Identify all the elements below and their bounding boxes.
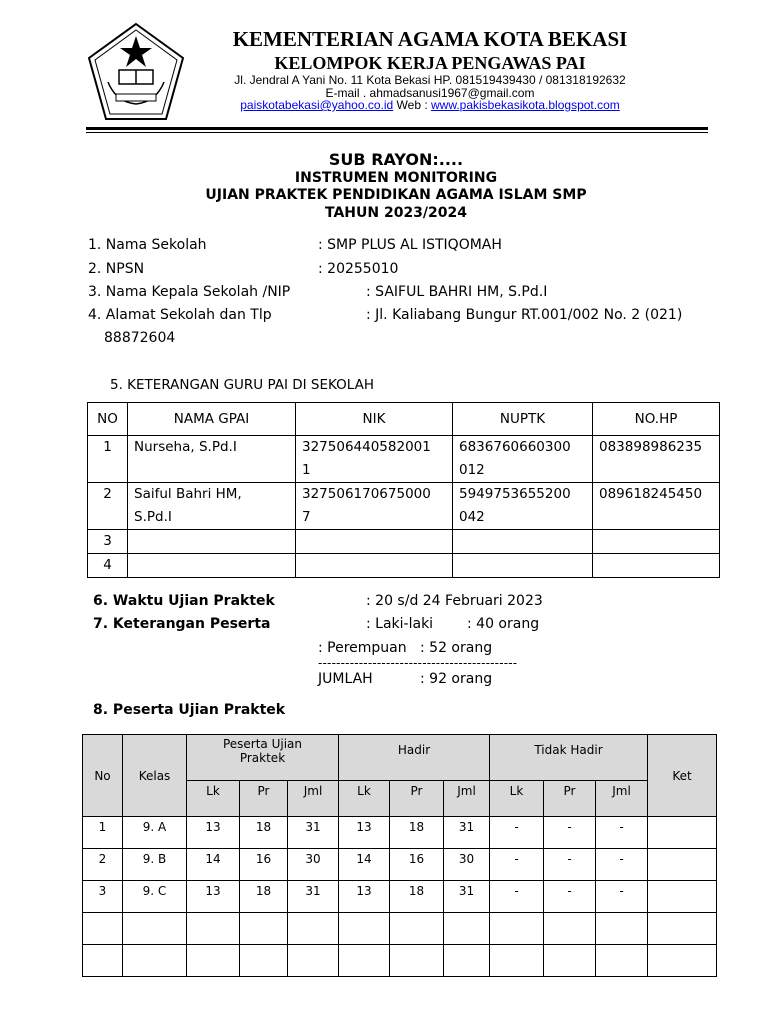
table-cell: 31 [288, 817, 339, 849]
table-cell [83, 945, 123, 977]
table-cell [596, 913, 648, 945]
nuptk-line: 6836760660300 [459, 439, 571, 455]
perempuan-value: : 52 orang [420, 640, 493, 656]
table-cell [240, 945, 288, 977]
section5-title: 5. KETERANGAN GURU PAI DI SEKOLAH [110, 377, 374, 393]
jumlah-value: : 92 orang [420, 671, 493, 687]
th-kelas: Kelas [123, 735, 187, 817]
row-empty [296, 554, 453, 578]
row-nik [296, 483, 453, 530]
table-cell [648, 849, 717, 881]
header-rule-thin [86, 132, 708, 133]
table-cell: 30 [444, 849, 490, 881]
row-empty [128, 554, 296, 578]
table-row [88, 530, 720, 554]
table-cell: 18 [390, 817, 444, 849]
doc-title-1: INSTRUMEN MONITORING [294, 170, 498, 186]
table-cell: 9. B [123, 849, 187, 881]
table-cell: - [544, 817, 596, 849]
table-cell: 2 [83, 849, 123, 881]
peserta-table [82, 734, 717, 977]
table-cell: 18 [390, 881, 444, 913]
table-cell: - [490, 881, 544, 913]
table-cell [648, 881, 717, 913]
table-cell [390, 913, 444, 945]
table-cell [490, 913, 544, 945]
table-cell: 14 [187, 849, 240, 881]
table-header-row [88, 403, 720, 436]
nik-line: 327506440582001 [302, 439, 431, 455]
th-nuptk: NUPTK [453, 403, 593, 436]
th-nohp: NO.HP [593, 403, 720, 436]
table-cell: 9. C [123, 881, 187, 913]
table-row [88, 554, 720, 578]
section7-label: 7. Keterangan Peserta [93, 616, 271, 632]
th-tidak-hadir: Tidak Hadir [490, 735, 648, 781]
org-email: E-mail . ahmadsanusi1967@gmail.com [325, 86, 535, 100]
table-cell [83, 913, 123, 945]
table-cell: - [544, 849, 596, 881]
web-link[interactable]: www.pakisbekasikota.blogspot.com [431, 98, 620, 112]
th-no: NO [88, 403, 128, 436]
nama-line: Saiful Bahri HM, [134, 486, 242, 502]
nuptk-line: 012 [459, 462, 485, 478]
table-row [88, 483, 720, 530]
field-label-npsn: 2. NPSN [88, 261, 145, 277]
table-cell [648, 913, 717, 945]
row-no: 2 [88, 483, 128, 530]
th-peserta [187, 735, 339, 781]
table-cell [240, 913, 288, 945]
nik-line: 7 [302, 509, 311, 525]
sub-rayon: SUB RAYON:.... [328, 150, 464, 169]
table-cell [339, 913, 390, 945]
row-no: 1 [88, 436, 128, 483]
th-ket: Ket [648, 735, 717, 817]
doc-title-3: TAHUN 2023/2024 [324, 205, 468, 221]
row-empty [296, 530, 453, 554]
header-rule-thick [86, 127, 708, 130]
th-peserta-line: Peserta Ujian [222, 737, 303, 751]
table-cell [339, 945, 390, 977]
nuptk-line: 5949753655200 [459, 486, 571, 502]
field-value-alamat-cont: 88872604 [104, 330, 176, 346]
th-sub: Lk [339, 781, 390, 817]
th-sub: Jml [444, 781, 490, 817]
table-cell [596, 945, 648, 977]
th-sub: Jml [288, 781, 339, 817]
table-cell: 3 [83, 881, 123, 913]
table-row [83, 945, 717, 977]
row-nik [296, 436, 453, 483]
jumlah-label: JUMLAH [318, 671, 373, 687]
table-cell: 16 [240, 849, 288, 881]
row-no: 4 [88, 554, 128, 578]
table-cell: - [596, 881, 648, 913]
row-nuptk [453, 483, 593, 530]
th-nama: NAMA GPAI [128, 403, 296, 436]
row-nama [128, 483, 296, 530]
th-sub: Pr [390, 781, 444, 817]
section6-value: : 20 s/d 24 Februari 2023 [366, 593, 543, 609]
nik-line: 327506170675000 [302, 486, 431, 502]
peserta-body [83, 817, 717, 977]
th-sub: Pr [544, 781, 596, 817]
row-empty [593, 530, 720, 554]
table-cell [288, 945, 339, 977]
table-cell: 30 [288, 849, 339, 881]
table-cell: 31 [444, 881, 490, 913]
row-empty [453, 530, 593, 554]
row-no: 3 [88, 530, 128, 554]
field-label-sekolah: 1. Nama Sekolah [88, 237, 207, 253]
table-cell [544, 945, 596, 977]
table-cell [648, 945, 717, 977]
table-cell [123, 913, 187, 945]
table-cell: 31 [444, 817, 490, 849]
table-cell [187, 945, 240, 977]
field-value-sekolah: : SMP PLUS AL ISTIQOMAH [318, 237, 502, 253]
org-subtitle: KELOMPOK KERJA PENGAWAS PAI [274, 53, 586, 73]
table-row [83, 849, 717, 881]
table-row [83, 913, 717, 945]
table-cell: - [544, 881, 596, 913]
table-cell: 13 [187, 817, 240, 849]
table-cell: 14 [339, 849, 390, 881]
email-link[interactable]: paiskotabekasi@yahoo.co.id [240, 98, 394, 112]
nik-line: 1 [302, 462, 311, 478]
th-no: No [83, 735, 123, 817]
row-empty [453, 554, 593, 578]
table-cell: 31 [288, 881, 339, 913]
table-row [83, 881, 717, 913]
field-value-npsn: : 20255010 [318, 261, 399, 277]
table-cell [444, 913, 490, 945]
table-cell [444, 945, 490, 977]
table-cell: - [596, 817, 648, 849]
th-sub: Jml [596, 781, 648, 817]
org-address: Jl. Jendral A Yani No. 11 Kota Bekasi HP. 081519439430 / 081318192632 [234, 73, 626, 87]
table-cell [187, 913, 240, 945]
perempuan-label: : Perempuan [318, 640, 407, 656]
table-cell [123, 945, 187, 977]
field-label-kepsek: 3. Nama Kepala Sekolah /NIP [88, 284, 291, 300]
web-label: Web : [396, 98, 428, 112]
field-value-alamat: : Jl. Kaliabang Bungur RT.001/002 No. 2 (021) [366, 307, 683, 323]
org-title: KEMENTERIAN AGAMA KOTA BEKASI [232, 27, 628, 51]
table-cell: 18 [240, 881, 288, 913]
table-cell: 18 [240, 817, 288, 849]
section8-title: 8. Peserta Ujian Praktek [93, 702, 286, 718]
row-empty [593, 554, 720, 578]
table-cell: 16 [390, 849, 444, 881]
laki-value: : 40 orang [467, 616, 540, 632]
th-hadir: Hadir [339, 735, 490, 781]
table-header-row [83, 735, 717, 781]
table-cell: 9. A [123, 817, 187, 849]
table-cell [544, 913, 596, 945]
nuptk-line: 042 [459, 509, 485, 525]
field-value-kepsek: : SAIFUL BAHRI HM, S.Pd.I [366, 284, 548, 300]
table-cell [648, 817, 717, 849]
row-nuptk [453, 436, 593, 483]
table-cell: 13 [187, 881, 240, 913]
th-peserta-line: Praktek [239, 751, 286, 765]
row-empty [128, 530, 296, 554]
table-cell: 13 [339, 881, 390, 913]
org-contact-line [160, 98, 700, 112]
table-cell: - [490, 849, 544, 881]
table-cell [490, 945, 544, 977]
table-cell [288, 913, 339, 945]
section6-label: 6. Waktu Ujian Praktek [93, 593, 275, 609]
gpai-table [87, 402, 720, 578]
nama-line: S.Pd.I [134, 509, 172, 525]
table-cell: - [596, 849, 648, 881]
laki-label: : Laki-laki [366, 616, 434, 632]
row-nama: Nurseha, S.Pd.I [128, 436, 296, 483]
table-cell: - [490, 817, 544, 849]
th-sub: Lk [187, 781, 240, 817]
th-sub: Lk [490, 781, 544, 817]
th-sub: Pr [240, 781, 288, 817]
doc-title-2: UJIAN PRAKTEK PENDIDIKAN AGAMA ISLAM SMP [205, 187, 587, 203]
table-cell [390, 945, 444, 977]
table-cell: 13 [339, 817, 390, 849]
table-row [83, 817, 717, 849]
field-label-alamat: 4. Alamat Sekolah dan Tlp [88, 307, 272, 323]
row-hp: 089618245450 [593, 483, 720, 530]
table-row [88, 436, 720, 483]
sum-divider: -------------------------------------------- [318, 656, 518, 670]
th-nik: NIK [296, 403, 453, 436]
row-hp: 083898986235 [593, 436, 720, 483]
table-cell: 1 [83, 817, 123, 849]
